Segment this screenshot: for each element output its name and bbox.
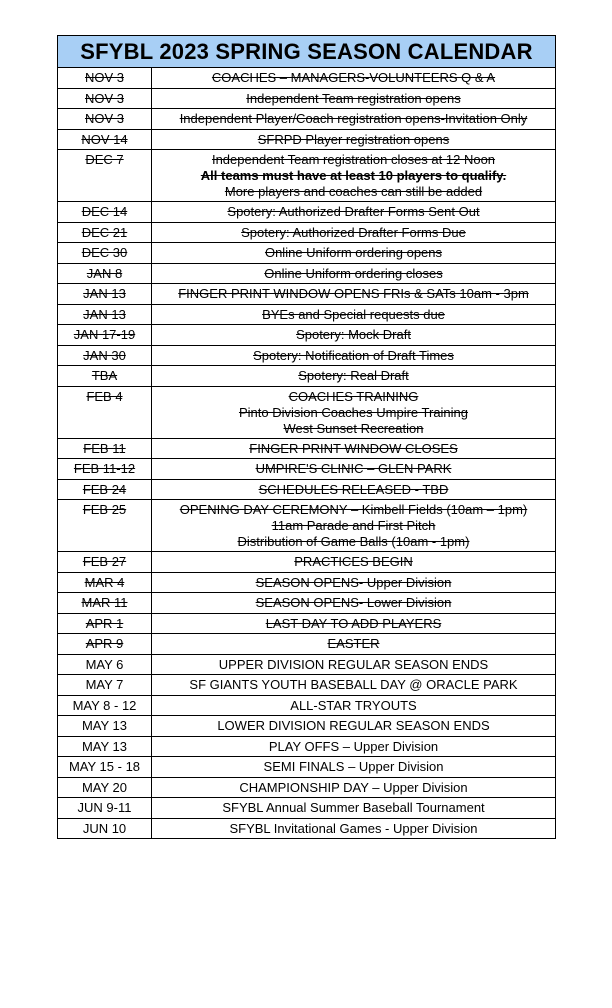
event-date: MAR 4 — [84, 574, 125, 590]
event-description-line: BYEs and Special requests due — [262, 306, 445, 322]
table-row — [58, 68, 556, 89]
event-description-line: LOWER DIVISION REGULAR SEASON ENDS — [217, 718, 490, 733]
event-date: APR 1 — [85, 615, 124, 631]
event-date: DEC 14 — [81, 204, 128, 219]
table-row — [58, 479, 556, 500]
event-date-cell — [58, 593, 152, 614]
event-date-cell — [58, 366, 152, 387]
event-description-cell — [152, 675, 556, 696]
event-date-cell — [58, 736, 152, 757]
event-description-cell — [152, 284, 556, 305]
table-row — [58, 88, 556, 109]
event-date: NOV 14 — [81, 131, 128, 147]
event-description-line: UPPER DIVISION REGULAR SEASON ENDS — [218, 656, 489, 672]
table-row — [58, 459, 556, 480]
event-description-cell — [152, 304, 556, 325]
table-row — [58, 818, 556, 839]
event-description-cell — [152, 736, 556, 757]
event-date: MAY 15 - 18 — [68, 759, 141, 774]
event-date-cell — [58, 500, 152, 552]
event-description-line: CHAMPIONSHIP DAY – Upper Division — [239, 779, 468, 795]
event-date-cell — [58, 68, 152, 89]
event-description-line: EASTER — [327, 636, 380, 651]
event-date: JAN 30 — [83, 347, 126, 363]
table-row — [58, 284, 556, 305]
event-date-cell — [58, 695, 152, 716]
event-description-line: OPENING DAY CEREMONY – Kimbell Fields (10am – 1pm) — [179, 502, 528, 517]
event-description-cell — [152, 757, 556, 778]
event-description-cell — [152, 438, 556, 459]
event-description-line: Online Uniform ordering closes — [264, 265, 443, 281]
event-description-line: Spotery: Authorized Drafter Forms Due — [241, 224, 466, 240]
event-description-cell — [152, 325, 556, 346]
event-description-line: West Sunset Recreation — [283, 420, 424, 436]
table-row — [58, 654, 556, 675]
event-date: NOV 3 — [84, 111, 124, 126]
event-date: FEB 25 — [82, 502, 127, 517]
event-description-line: More players and coaches can still be added — [224, 184, 483, 199]
season-calendar-table — [57, 35, 556, 839]
event-date-cell — [58, 572, 152, 593]
event-description-line: SFRPD Player registration opens — [257, 131, 450, 147]
table-row — [58, 150, 556, 202]
event-description-cell — [152, 818, 556, 839]
event-date: FEB 4 — [86, 388, 123, 404]
event-description-cell — [152, 88, 556, 109]
event-date-cell — [58, 654, 152, 675]
event-date-cell — [58, 479, 152, 500]
event-description-line: COACHES TRAINING — [288, 388, 419, 404]
event-date: JAN 13 — [83, 306, 126, 322]
event-date-cell — [58, 757, 152, 778]
event-description-cell — [152, 654, 556, 675]
table-row — [58, 243, 556, 264]
event-description-line: PRACTICES BEGIN — [294, 554, 413, 569]
calendar-body — [58, 68, 556, 839]
table-row — [58, 129, 556, 150]
event-description-line: Spotery: Notification of Draft Times — [253, 347, 454, 363]
event-description-line: Spotery: Real Draft — [298, 368, 409, 383]
event-date-cell — [58, 552, 152, 573]
event-date-cell — [58, 777, 152, 798]
event-date-cell — [58, 284, 152, 305]
event-date: MAY 7 — [85, 677, 124, 692]
event-description-cell — [152, 798, 556, 819]
table-row — [58, 345, 556, 366]
event-date: APR 9 — [85, 636, 124, 651]
event-date-cell — [58, 818, 152, 839]
event-description-line: Spotery: Authorized Drafter Forms Sent Out — [227, 204, 480, 219]
event-date-cell — [58, 438, 152, 459]
table-row — [58, 613, 556, 634]
event-date-cell — [58, 129, 152, 150]
event-description-cell — [152, 243, 556, 264]
event-description-cell — [152, 150, 556, 202]
event-date: DEC 21 — [81, 224, 128, 240]
table-row — [58, 222, 556, 243]
event-description-line: COACHES – MANAGERS-VOLUNTEERS Q & A — [211, 70, 496, 85]
event-description-line: Online Uniform ordering opens — [264, 245, 443, 260]
event-description-cell — [152, 500, 556, 552]
event-description-line: Distribution of Game Balls (10am - 1pm) — [237, 534, 470, 549]
table-row — [58, 777, 556, 798]
event-description-cell — [152, 129, 556, 150]
event-description-line: PLAY OFFS – Upper Division — [268, 738, 439, 754]
event-description-line: SCHEDULES RELEASED - TBD — [258, 481, 449, 497]
table-row — [58, 500, 556, 552]
event-date: TBA — [91, 368, 118, 383]
event-description-cell — [152, 202, 556, 223]
event-description-cell — [152, 68, 556, 89]
event-description-line: 11am Parade and First Pitch — [271, 518, 436, 533]
event-date: FEB 11-12 — [73, 461, 136, 476]
table-row — [58, 798, 556, 819]
event-description-cell — [152, 572, 556, 593]
table-row — [58, 109, 556, 130]
event-date: NOV 3 — [84, 90, 124, 106]
event-description-cell — [152, 695, 556, 716]
event-description-line: Independent Team registration opens — [246, 90, 461, 106]
event-date: MAY 13 — [81, 738, 128, 754]
event-description-line: SFYBL Annual Summer Baseball Tournament — [222, 800, 485, 815]
event-description-cell — [152, 386, 556, 438]
event-description-line: SEASON OPENS- Lower Division — [255, 595, 452, 610]
event-description-line: SEMI FINALS – Upper Division — [263, 759, 444, 774]
event-date-cell — [58, 202, 152, 223]
event-date-cell — [58, 150, 152, 202]
event-description-cell — [152, 634, 556, 655]
event-description-line: Independent Team registration closes at 12 Noon — [211, 152, 496, 167]
event-date-cell — [58, 88, 152, 109]
event-description-line: FINGER PRINT WINDOW OPENS FRIs & SATs 10am - 3pm — [178, 286, 529, 301]
calendar-title: SFYBL 2023 SPRING SEASON CALENDAR — [58, 36, 556, 68]
event-date-cell — [58, 263, 152, 284]
event-date: JAN 17-19 — [73, 327, 136, 342]
event-date-cell — [58, 243, 152, 264]
event-description-cell — [152, 263, 556, 284]
table-row — [58, 366, 556, 387]
event-date-cell — [58, 304, 152, 325]
event-description-line: SF GIANTS YOUTH BASEBALL DAY @ ORACLE PARK — [189, 677, 518, 692]
event-description-cell — [152, 345, 556, 366]
event-date-cell — [58, 386, 152, 438]
event-date: MAR 11 — [81, 595, 128, 610]
event-description-cell — [152, 459, 556, 480]
event-date: JUN 9-11 — [77, 800, 132, 815]
table-row — [58, 736, 556, 757]
event-description-cell — [152, 109, 556, 130]
table-row — [58, 757, 556, 778]
table-row — [58, 386, 556, 438]
event-description-line: Independent Player/Coach registration opens-Invitation Only — [179, 111, 528, 126]
event-description-cell — [152, 222, 556, 243]
event-description-cell — [152, 479, 556, 500]
event-description-line: FINGER PRINT WINDOW CLOSES — [249, 440, 458, 456]
table-row — [58, 304, 556, 325]
event-date: JAN 8 — [86, 265, 123, 281]
event-date: NOV 3 — [84, 70, 124, 85]
event-date: DEC 30 — [81, 245, 128, 260]
event-date: JUN 10 — [82, 820, 127, 836]
event-date: JAN 13 — [83, 286, 126, 301]
table-row — [58, 325, 556, 346]
event-description-cell — [152, 366, 556, 387]
event-date-cell — [58, 675, 152, 696]
event-date-cell — [58, 109, 152, 130]
table-row — [58, 202, 556, 223]
event-date: MAY 13 — [81, 718, 128, 733]
event-description-cell — [152, 716, 556, 737]
event-date-cell — [58, 798, 152, 819]
table-row — [58, 675, 556, 696]
event-date: MAY 6 — [85, 656, 124, 672]
table-row — [58, 263, 556, 284]
event-description-cell — [152, 613, 556, 634]
table-row — [58, 552, 556, 573]
event-date: FEB 27 — [82, 554, 127, 569]
event-description-cell — [152, 552, 556, 573]
table-row — [58, 695, 556, 716]
table-row — [58, 634, 556, 655]
event-description-line: UMPIRE'S CLINIC – GLEN PARK — [255, 461, 452, 476]
table-row — [58, 593, 556, 614]
event-description-line: SFYBL Invitational Games - Upper Division — [229, 820, 478, 836]
event-description-line: SEASON OPENS- Upper Division — [255, 574, 452, 590]
event-description-line: ALL-STAR TRYOUTS — [290, 697, 417, 713]
event-description-line: Pinto Division Coaches Umpire Training — [238, 404, 469, 420]
event-date-cell — [58, 222, 152, 243]
table-row — [58, 716, 556, 737]
event-date: FEB 11 — [83, 440, 126, 456]
event-date-cell — [58, 634, 152, 655]
event-date: MAY 8 - 12 — [72, 697, 137, 713]
event-date-cell — [58, 459, 152, 480]
event-date-cell — [58, 716, 152, 737]
event-date: DEC 7 — [85, 152, 124, 167]
table-row — [58, 438, 556, 459]
event-date-cell — [58, 325, 152, 346]
table-row — [58, 572, 556, 593]
event-date: FEB 24 — [82, 481, 127, 497]
event-description-cell — [152, 777, 556, 798]
event-date: MAY 20 — [81, 779, 128, 795]
event-date-cell — [58, 345, 152, 366]
event-description-line: Spotery: Mock Draft — [296, 327, 411, 342]
event-description-cell — [152, 593, 556, 614]
event-description-line: LAST DAY TO ADD PLAYERS — [265, 615, 442, 631]
event-date-cell — [58, 613, 152, 634]
event-description-line: All teams must have at least 10 players to qualify. — [200, 168, 507, 183]
